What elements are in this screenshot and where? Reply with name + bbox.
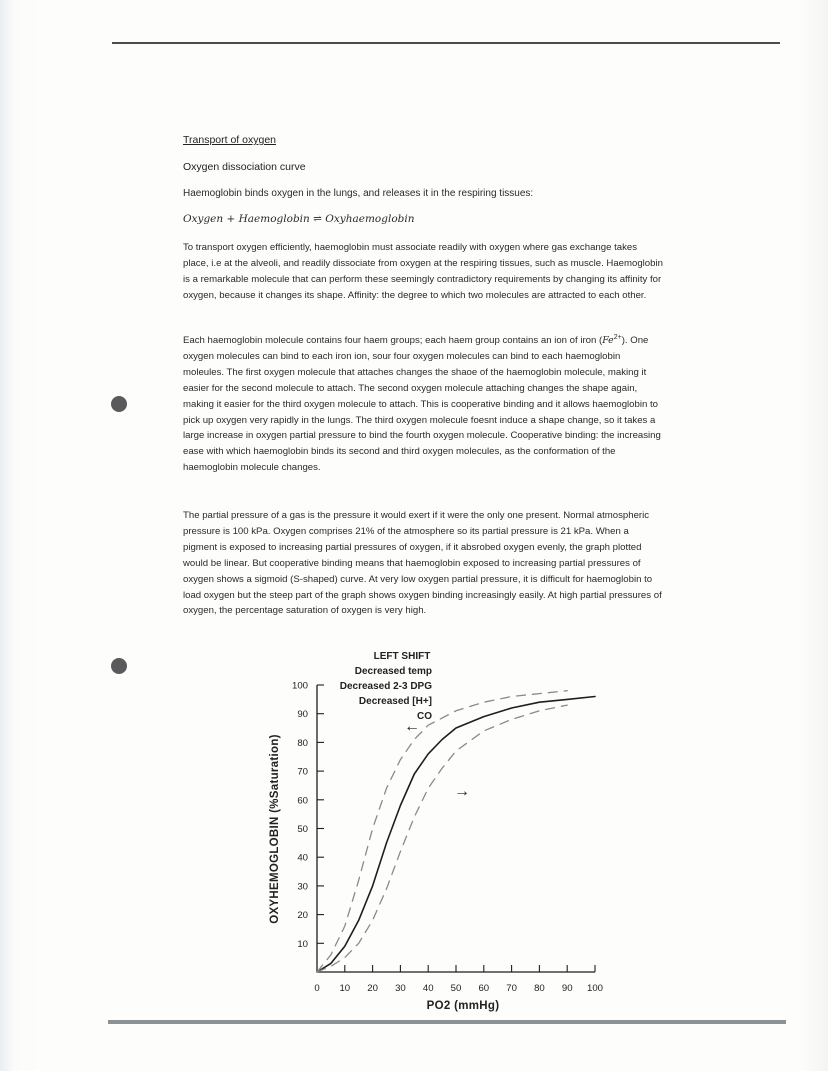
page-heading: Transport of oxygen [183, 134, 276, 146]
y-tick-label: 60 [297, 795, 308, 807]
left-shift-title: LEFT SHIFT [373, 651, 431, 662]
x-tick-label: 20 [367, 983, 378, 994]
left-shift-item: Decreased temp [354, 666, 432, 677]
left-shift-item: Decreased [H+] [358, 696, 432, 707]
x-tick-label: 70 [506, 983, 517, 994]
x-tick-label: 90 [561, 983, 573, 994]
x-tick-label: 10 [339, 983, 351, 994]
y-tick-label: 20 [297, 910, 308, 922]
y-tick-label: 100 [291, 680, 308, 692]
x-tick-label: 100 [586, 983, 604, 994]
y-axis-ticks [292, 681, 324, 950]
x-axis-title: PO2 (mmHg) [426, 1000, 500, 1012]
reaction-equation: Oxygen + Haemoglobin ⇌ Oxyhaemoglobin [183, 213, 415, 225]
section-subheading: Oxygen dissociation curve [183, 161, 306, 173]
iron-ion-symbol: Fe [602, 335, 614, 346]
paragraph-2-start: Each haemoglobin molecule contains four haem groups; each haem group contains an ion of iron ( [183, 335, 603, 346]
right-arrow-icon: → [454, 783, 470, 800]
intro-text: Haemoglobin binds oxygen in the lungs, and releases it in the respiring tissues: [183, 188, 534, 199]
y-tick-label: 50 [297, 824, 308, 835]
left-shift-item: Decreased 2-3 DPG [339, 681, 432, 692]
y-tick-label: 30 [297, 881, 308, 893]
x-tick-label: 0 [314, 983, 320, 994]
y-tick-label: 40 [297, 852, 308, 864]
left-shift-item: CO [417, 711, 432, 722]
x-axis-ticks [314, 965, 603, 994]
y-tick-label: 10 [297, 938, 308, 950]
x-tick-label: 80 [534, 983, 545, 994]
curve-left-shift [317, 691, 567, 972]
paragraph-affinity: To transport oxygen efficiently, haemoglobin must associate readily with oxygen where gas exchange takes place, i.e at the alveoli, and readily dissociate from oxygen at the respiring tissues, such as muscle. Haemoglobin is a remarkable molecule that can perform these seemingly contradictory requirements by changing its affinity for oxygen, because it changes its shape. Affinity: the degree to which two molecules are attracted to each other. [183, 242, 663, 301]
y-tick-label: 80 [297, 737, 308, 749]
y-tick-label: 70 [297, 766, 308, 778]
y-axis-title: OXYHEMOGLOBIN (%Saturation) [269, 734, 281, 924]
paragraph-partial-pressure: The partial pressure of a gas is the pressure it would exert if it were the only one present. Normal atmospheric pressure is 100 kPa. Oxygen comprises 21% of the atmosphere so its partial pressure is 21 kPa. When a pigment is exposed to increasing partial pressures of oxygen, if it absrobed oxygen evenly, the graph plotted would be linear. But cooperative binding means that haemoglobin exposed to increasing partial pressures of oxygen shows a sigmoid (S-shaped) curve. At very low oxygen partial pressure, it is difficult for haemoglobin to load oxygen but the steep part of the graph shows oxygen binding increasingly easily. At high partial pressures of oxygen, the percentage saturation of oxygen is very high. [183, 510, 662, 617]
curve-normal [317, 697, 595, 973]
curve-right-shift [317, 705, 567, 972]
x-tick-label: 30 [395, 983, 406, 994]
y-tick-label: 90 [297, 709, 308, 721]
chart-annotations [340, 651, 470, 800]
x-tick-label: 60 [478, 983, 490, 994]
paragraph-2-rest: ). One oxygen molecules can bind to each iron ion, sour four oxygen molecules can bind to each haemoglobin moleules. The first oxygen molecule that attaches changes the shaoe of the haemoglobin molecule, making it easier for the second molecule to attach. The second oxygen molecule attaching changes the shape again, making it easier for the third oxygen molecule to attach. This is cooperative binding and it allows haemoglobin to pick up oxygen very rapidly in the lungs. The third oxygen molecule foesnt induce a shape change, so it takes a large increase in oxygen partial pressure to bind the fourth oxygen molecule. Cooperative binding: the increasing ease with which haemoglobin binds its second and third oxygen molecules, as the conformation of the haemoglobin molecule changes. [183, 335, 661, 474]
x-tick-label: 40 [422, 983, 434, 994]
x-tick-label: 50 [450, 983, 462, 994]
iron-ion-charge: 2+ [613, 333, 622, 341]
left-arrow-icon: ← [404, 718, 420, 735]
chart-curves [317, 691, 595, 972]
